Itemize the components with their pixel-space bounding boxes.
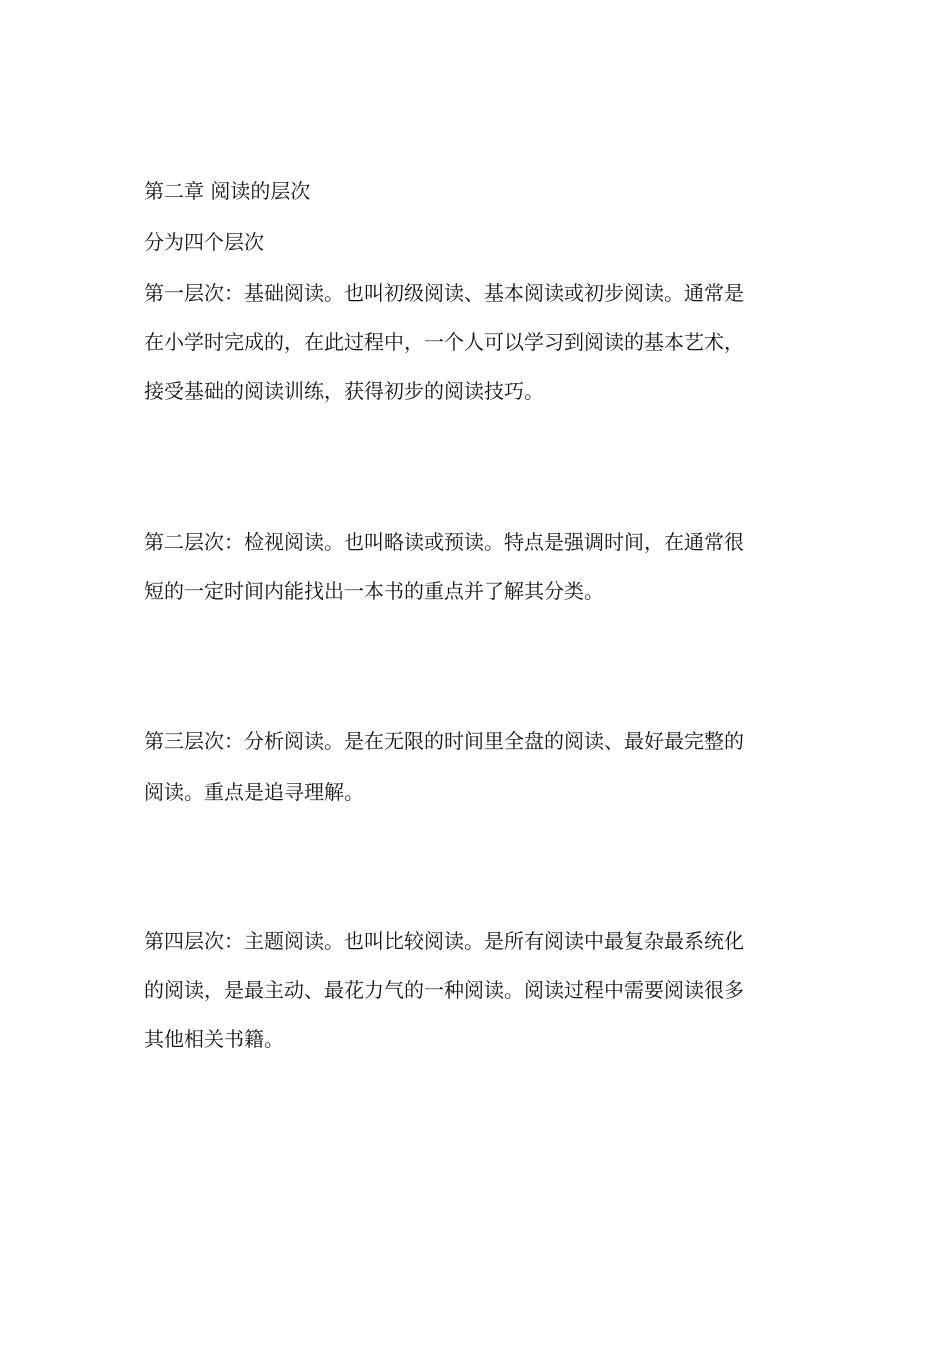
level1-line-3: 接受基础的阅读训练，获得初步的阅读技巧。 xyxy=(144,379,544,403)
level1-line-1: 第一层次：基础阅读。也叫初级阅读、基本阅读或初步阅读。通常是 xyxy=(144,281,744,305)
level3-line-1: 第三层次：分析阅读。是在无限的时间里全盘的阅读、最好最完整的 xyxy=(144,729,744,753)
intro-text: 分为四个层次 xyxy=(144,230,264,254)
level1-line-2: 在小学时完成的，在此过程中，一个人可以学习到阅读的基本艺术， xyxy=(144,330,744,354)
chapter-title: 第二章 阅读的层次 xyxy=(144,179,311,203)
level4-line-1: 第四层次：主题阅读。也叫比较阅读。是所有阅读中最复杂最系统化 xyxy=(144,929,744,953)
level2-line-1: 第二层次：检视阅读。也叫略读或预读。特点是强调时间，在通常很 xyxy=(144,530,744,554)
level4-line-3: 其他相关书籍。 xyxy=(144,1027,284,1051)
level3-line-2: 阅读。重点是追寻理解。 xyxy=(144,780,364,804)
level2-line-2: 短的一定时间内能找出一本书的重点并了解其分类。 xyxy=(144,579,604,603)
level4-line-2: 的阅读，是最主动、最花力气的一种阅读。阅读过程中需要阅读很多 xyxy=(144,978,744,1002)
